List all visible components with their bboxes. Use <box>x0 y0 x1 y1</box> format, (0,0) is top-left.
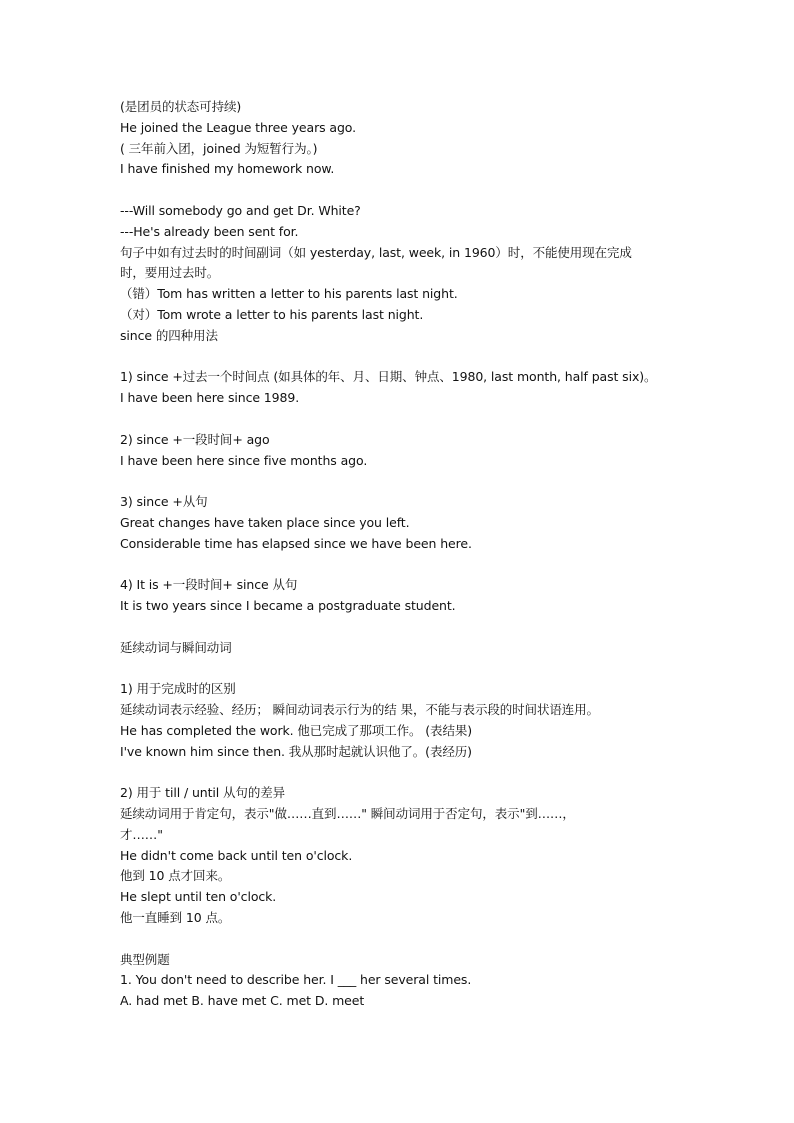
text-line: He slept until ten o'clock. <box>120 889 277 905</box>
section-heading: since 的四种用法 <box>120 327 218 343</box>
text-line: 2) 用于 till / until 从句的差异 <box>120 785 286 801</box>
text-line: 他到 10 点才回来。 <box>120 868 231 884</box>
text-line: 他一直睡到 10 点。 <box>120 910 231 926</box>
text-line: I have been here since 1989. <box>120 390 300 406</box>
text-line: （错）Tom has written a letter to his parents last night. <box>120 286 458 302</box>
blank-line <box>120 763 720 784</box>
text-line: ( 三年前入团，joined 为短暂行为。) <box>120 140 318 156</box>
text-line: I have been here since five months ago. <box>120 452 368 468</box>
blank-line <box>120 409 720 430</box>
section-heading: 典型例题 <box>120 951 170 967</box>
text-line: ---He's already been sent for. <box>120 223 299 239</box>
blank-line <box>120 471 720 492</box>
text-line: 延续动词表示经验、经历； 瞬间动词表示行为的结 果，不能与表示段的时间状语连用。 <box>120 702 599 718</box>
text-line: 才……" <box>120 826 163 842</box>
blank-line <box>120 180 720 201</box>
text-line: Considerable time has elapsed since we have been here. <box>120 535 472 551</box>
section-heading: 延续动词与瞬间动词 <box>120 639 232 655</box>
document-body <box>120 97 720 1012</box>
text-line: ---Will somebody go and get Dr. White? <box>120 202 361 218</box>
text-line: I've known him since then. 我从那时起就认识他了。(表经历) <box>120 743 472 759</box>
text-line: It is two years since I became a postgraduate student. <box>120 598 456 614</box>
text-line: 1) since +过去一个时间点 (如具体的年、月、日期、钟点、1980, last month, half past six)。 <box>120 369 657 385</box>
text-line: 1) 用于完成时的区别 <box>120 681 236 697</box>
text-line: 时，要用过去时。 <box>120 265 220 281</box>
text-line: 延续动词用于肯定句，表示"做……直到……" 瞬间动词用于否定句，表示"到……， <box>120 806 575 822</box>
exercise-question: 1. You don't need to describe her. I ___ her several times. <box>120 972 472 988</box>
text-line: 4) It is +一段时间+ since 从句 <box>120 577 298 593</box>
text-line: 3) since +从句 <box>120 494 208 510</box>
blank-line <box>120 347 720 368</box>
text-line: Great changes have taken place since you left. <box>120 514 410 530</box>
text-line: 句子中如有过去时的时间副词（如 yesterday, last, week, in 1960）时，不能使用现在完成 <box>120 244 632 260</box>
exercise-options: A. had met B. have met C. met D. meet <box>120 993 365 1009</box>
text-line: 2) since +一段时间+ ago <box>120 431 270 447</box>
text-line: He has completed the work. 他已完成了那项工作。 (表结果) <box>120 722 473 738</box>
blank-line <box>120 929 720 950</box>
blank-line <box>120 659 720 680</box>
text-line: (是团员的状态可持续) <box>120 99 242 114</box>
blank-line <box>120 555 720 576</box>
blank-line <box>120 617 720 638</box>
text-line: I have finished my homework now. <box>120 161 335 177</box>
text-line: He joined the League three years ago. <box>120 119 356 135</box>
text-line: He didn't come back until ten o'clock. <box>120 847 353 863</box>
text-line: （对）Tom wrote a letter to his parents last night. <box>120 306 424 322</box>
